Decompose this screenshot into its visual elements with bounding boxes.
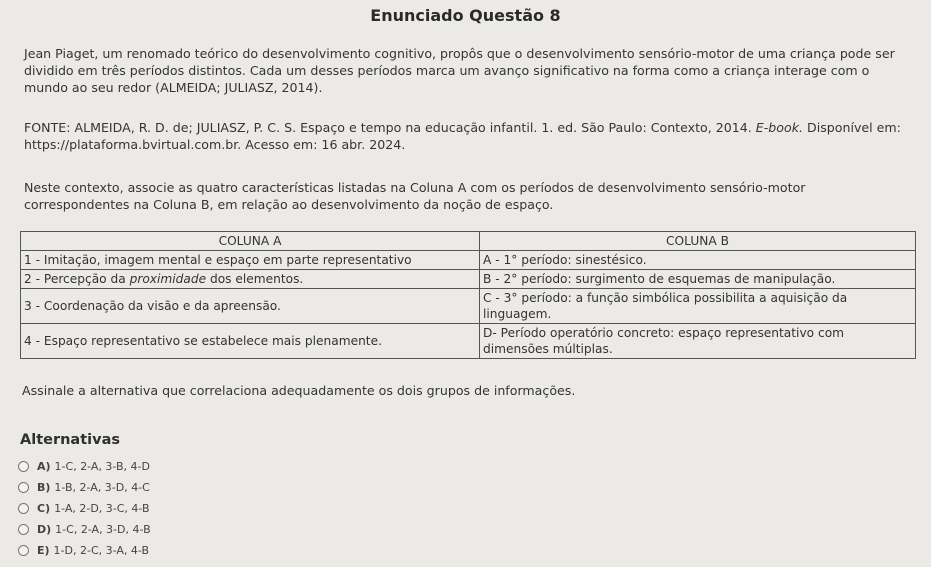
alternative-option-c[interactable] bbox=[18, 499, 150, 517]
context-paragraph: Neste contexto, associe as quatro características listadas na Coluna A com os períodos de desenvolvimento sensório-motor correspondentes na Coluna B, em relação ao desenvolvimento da noção de espaço. bbox=[24, 180, 806, 212]
column-a-item-1: 1 - Imitação, imagem mental e espaço em parte representativo bbox=[21, 251, 480, 270]
column-b-header: COLUNA B bbox=[480, 232, 916, 251]
table-row bbox=[21, 289, 916, 324]
table-header-row bbox=[21, 232, 916, 251]
question-title: Enunciado Questão 8 bbox=[370, 6, 561, 25]
table-row bbox=[21, 270, 916, 289]
column-b-item-c: C - 3° período: a função simbólica possibilita a aquisição da linguagem. bbox=[480, 289, 916, 324]
option-text: 1-A, 2-D, 3-C, 4-B bbox=[54, 501, 150, 515]
source-text-a: FONTE: ALMEIDA, R. D. de; JULIASZ, P. C. S. Espaço e tempo na educação infantil. 1. ed. São Paulo: Contexto, 2014. bbox=[24, 120, 756, 135]
column-b-item-d: D- Período operatório concreto: espaço representativo com dimensões múltiplas. bbox=[480, 324, 916, 359]
radio-button[interactable] bbox=[18, 524, 29, 535]
item-2-emphasis: proximidade bbox=[129, 272, 207, 286]
option-letter: A) bbox=[37, 459, 51, 473]
column-a-item-3: 3 - Coordenação da visão e da apreensão. bbox=[21, 289, 480, 324]
alternative-option-e[interactable] bbox=[18, 541, 149, 559]
option-text: 1-C, 2-A, 3-D, 4-B bbox=[55, 522, 151, 536]
table-row bbox=[21, 324, 916, 359]
option-letter: B) bbox=[37, 480, 51, 494]
source-ebook: E-book. bbox=[755, 120, 803, 135]
option-text: 1-C, 2-A, 3-B, 4-D bbox=[54, 459, 150, 473]
question-prompt: Assinale a alternativa que correlaciona adequadamente os dois grupos de informações. bbox=[22, 383, 576, 398]
radio-button[interactable] bbox=[18, 461, 29, 472]
alternative-option-b[interactable] bbox=[18, 478, 150, 496]
item-2-text-b: dos elementos. bbox=[206, 272, 304, 286]
column-b-item-b: B - 2° período: surgimento de esquemas de manipulação. bbox=[480, 270, 916, 289]
radio-button[interactable] bbox=[18, 482, 29, 493]
column-a-item-4: 4 - Espaço representativo se estabelece mais plenamente. bbox=[21, 324, 480, 359]
alternative-option-d[interactable] bbox=[18, 520, 151, 538]
item-2-text-a: 2 - Percepção da bbox=[24, 272, 130, 286]
alternatives-heading: Alternativas bbox=[20, 432, 120, 448]
radio-button[interactable] bbox=[18, 545, 29, 556]
column-a-header: COLUNA A bbox=[21, 232, 480, 251]
option-letter: D) bbox=[37, 522, 52, 536]
intro-paragraph: Jean Piaget, um renomado teórico do desenvolvimento cognitivo, propôs que o desenvolvimento sensório-motor de uma criança pode ser dividido em três períodos distintos. Cada um desses períodos marca um avanço significativo na forma como a criança interage com o mundo ao seu redor (ALMEIDA; JULIASZ, 2014). bbox=[24, 46, 895, 95]
table-row bbox=[21, 251, 916, 270]
column-a-item-2 bbox=[21, 270, 480, 289]
option-text: 1-B, 2-A, 3-D, 4-C bbox=[54, 480, 150, 494]
matching-table bbox=[20, 231, 916, 359]
source-text-b: Disponível em: https://plataforma.bvirtual.com.br. Acesso em: 16 abr. 2024. bbox=[24, 120, 901, 152]
alternative-option-a[interactable] bbox=[18, 457, 150, 475]
radio-button[interactable] bbox=[18, 503, 29, 514]
option-text: 1-D, 2-C, 3-A, 4-B bbox=[53, 543, 149, 557]
option-letter: E) bbox=[37, 543, 50, 557]
column-b-item-a: A - 1° período: sinestésico. bbox=[480, 251, 916, 270]
option-letter: C) bbox=[37, 501, 51, 515]
source-paragraph bbox=[24, 119, 914, 153]
